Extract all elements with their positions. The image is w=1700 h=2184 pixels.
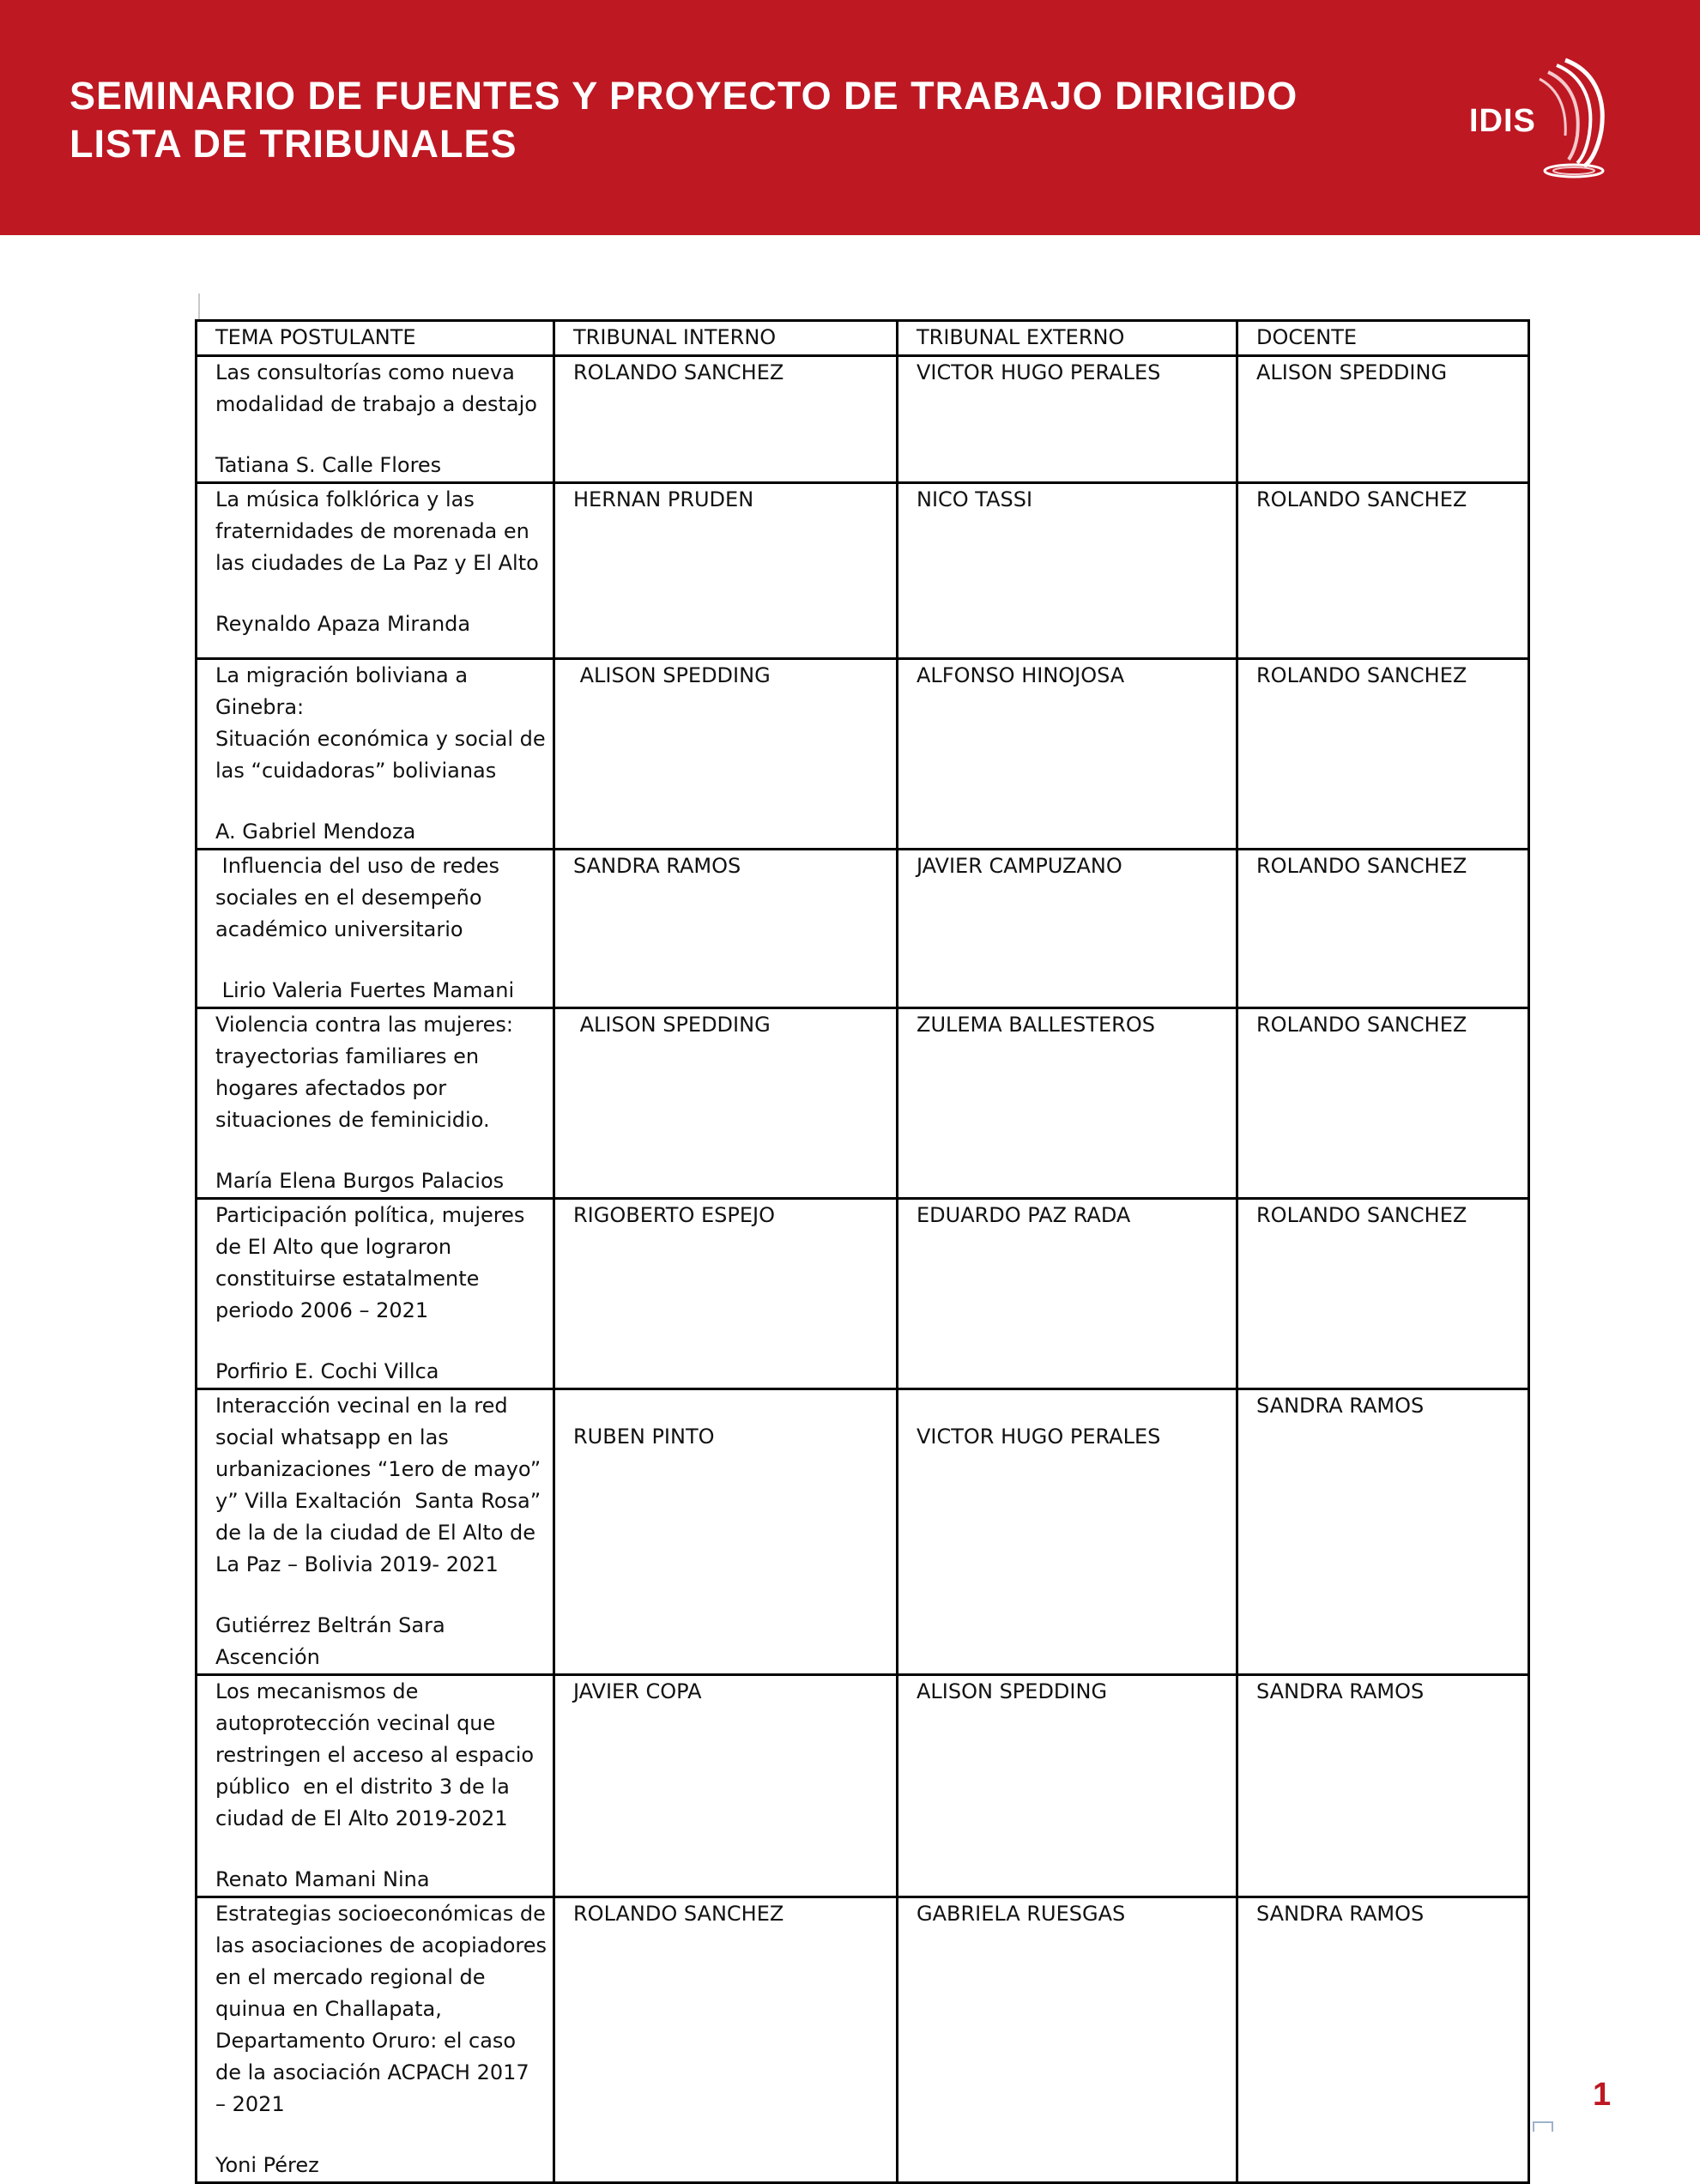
tema-line: Influencia del uso de redes bbox=[215, 854, 499, 878]
docente-cell bbox=[1237, 659, 1529, 850]
tribunales-table bbox=[195, 319, 1530, 2184]
table-row bbox=[197, 1008, 1529, 1199]
header-tribunal-interno: TRIBUNAL INTERNO bbox=[554, 321, 898, 356]
tema-line: de la de la ciudad de El Alto de bbox=[215, 1521, 536, 1545]
tema-line: social whatsapp en las bbox=[215, 1425, 449, 1449]
tema-line: Estrategias socioeconómicas de bbox=[215, 1902, 546, 1926]
docente-cell bbox=[1237, 356, 1529, 483]
logo-text: IDIS bbox=[1469, 103, 1536, 139]
tema-cell bbox=[197, 659, 554, 850]
tema-line: ciudad de El Alto 2019-2021 bbox=[215, 1806, 508, 1830]
tema-line: modalidad de trabajo a destajo bbox=[215, 392, 537, 416]
tema-line: las asociaciones de acopiadores bbox=[215, 1933, 547, 1957]
docente: ROLANDO SANCHEZ bbox=[1256, 1203, 1467, 1227]
docente: SANDRA RAMOS bbox=[1256, 1394, 1425, 1418]
tribunal-externo-cell bbox=[898, 1008, 1237, 1199]
tribunal-interno: ROLANDO SANCHEZ bbox=[573, 1902, 784, 1926]
tema-line: Violencia contra las mujeres: bbox=[215, 1013, 514, 1037]
tribunal-externo: EDUARDO PAZ RADA bbox=[917, 1203, 1131, 1227]
tribunal-interno: ALISON SPEDDING bbox=[573, 663, 771, 687]
tribunal-externo-cell bbox=[898, 1389, 1237, 1675]
docente-cell bbox=[1237, 1008, 1529, 1199]
tribunal-externo-cell bbox=[898, 1897, 1237, 2183]
tribunal-interno: RIGOBERTO ESPEJO bbox=[573, 1203, 775, 1227]
docente-cell bbox=[1237, 1199, 1529, 1389]
tema-line: trayectorias familiares en bbox=[215, 1044, 480, 1068]
text-cursor-mark bbox=[198, 293, 200, 319]
postulante-name: Lirio Valeria Fuertes Mamani bbox=[215, 978, 515, 1002]
tribunal-interno: RUBEN PINTO bbox=[573, 1425, 715, 1449]
tribunal-externo-cell bbox=[898, 659, 1237, 850]
tema-line: La música folklórica y las bbox=[215, 487, 475, 511]
table-row bbox=[197, 483, 1529, 659]
tema-line: las “cuidadoras” bolivianas bbox=[215, 759, 497, 783]
table-row bbox=[197, 659, 1529, 850]
tema-line: La Paz – Bolivia 2019- 2021 bbox=[215, 1552, 499, 1576]
tema-line: Participación política, mujeres bbox=[215, 1203, 525, 1227]
tema-line: – 2021 bbox=[215, 2092, 285, 2116]
tribunal-interno: SANDRA RAMOS bbox=[573, 854, 741, 878]
tema-line: urbanizaciones “1ero de mayo” bbox=[215, 1457, 541, 1481]
table-header-row bbox=[197, 321, 1529, 356]
docente-cell bbox=[1237, 850, 1529, 1008]
table-row bbox=[197, 850, 1529, 1008]
tribunal-interno-cell bbox=[554, 659, 898, 850]
tema-line: Las consultorías como nueva bbox=[215, 360, 515, 384]
tema-line: hogares afectados por bbox=[215, 1076, 447, 1100]
tema-line: de la asociación ACPACH 2017 bbox=[215, 2060, 529, 2084]
tema-line: quinua en Challapata, bbox=[215, 1997, 442, 2021]
tema-line: y” Villa Exaltación Santa Rosa” bbox=[215, 1489, 541, 1513]
page-title bbox=[70, 72, 1298, 168]
tribunal-externo: VICTOR HUGO PERALES bbox=[917, 360, 1161, 384]
tema-cell bbox=[197, 850, 554, 1008]
postulante-name: Reynaldo Apaza Miranda bbox=[215, 612, 471, 636]
docente-cell bbox=[1237, 1675, 1529, 1897]
tema-line: de El Alto que lograron bbox=[215, 1235, 452, 1259]
tema-cell bbox=[197, 1008, 554, 1199]
tema-line: sociales en el desempeño bbox=[215, 886, 482, 910]
tema-line: las ciudades de La Paz y El Alto bbox=[215, 551, 539, 575]
tema-line: en el mercado regional de bbox=[215, 1965, 486, 1989]
title-line-2: LISTA DE TRIBUNALES bbox=[70, 122, 517, 166]
tema-cell bbox=[197, 483, 554, 659]
title-line-1: SEMINARIO DE FUENTES Y PROYECTO DE TRABAJO DIRIGIDO bbox=[70, 74, 1298, 118]
tema-cell bbox=[197, 1675, 554, 1897]
idis-logo bbox=[1464, 53, 1610, 182]
tribunal-externo-cell bbox=[898, 850, 1237, 1008]
tema-line: académico universitario bbox=[215, 917, 463, 941]
tribunal-externo: ALISON SPEDDING bbox=[917, 1679, 1108, 1703]
tribunal-interno: HERNAN PRUDEN bbox=[573, 487, 754, 511]
postulante-name: María Elena Burgos Palacios bbox=[215, 1169, 505, 1193]
postulante-name: Porfirio E. Cochi Villca bbox=[215, 1359, 439, 1383]
tema-line: situaciones de feminicidio. bbox=[215, 1108, 490, 1132]
tribunal-interno: ALISON SPEDDING bbox=[573, 1013, 771, 1037]
docente: ROLANDO SANCHEZ bbox=[1256, 487, 1467, 511]
tema-cell bbox=[197, 356, 554, 483]
tema-line: público en el distrito 3 de la bbox=[215, 1775, 510, 1799]
tribunal-externo: ZULEMA BALLESTEROS bbox=[917, 1013, 1155, 1037]
corner-handle-icon bbox=[1533, 2121, 1553, 2132]
tribunal-interno-cell bbox=[554, 1675, 898, 1897]
postulante-name: A. Gabriel Mendoza bbox=[215, 820, 416, 844]
table-row bbox=[197, 1675, 1529, 1897]
tribunal-interno-cell bbox=[554, 356, 898, 483]
tribunal-interno-cell bbox=[554, 483, 898, 659]
header-docente: DOCENTE bbox=[1237, 321, 1529, 356]
tema-cell bbox=[197, 1389, 554, 1675]
page-number: 1 bbox=[1593, 2077, 1612, 2113]
tema-line: Los mecanismos de bbox=[215, 1679, 419, 1703]
tribunal-externo: JAVIER CAMPUZANO bbox=[917, 854, 1122, 878]
tema-line: autoprotección vecinal que bbox=[215, 1711, 496, 1735]
table-row bbox=[197, 1897, 1529, 2183]
docente-cell bbox=[1237, 1389, 1529, 1675]
postulante-name: Renato Mamani Nina bbox=[215, 1867, 430, 1891]
tema-line: Departamento Oruro: el caso bbox=[215, 2029, 517, 2053]
tema-line: Interacción vecinal en la red bbox=[215, 1394, 508, 1418]
tema-line: periodo 2006 – 2021 bbox=[215, 1298, 429, 1322]
postulante-name: Yoni Pérez bbox=[215, 2153, 319, 2177]
tribunal-interno-cell bbox=[554, 1897, 898, 2183]
tribunal-interno-cell bbox=[554, 850, 898, 1008]
docente: SANDRA RAMOS bbox=[1256, 1679, 1425, 1703]
tribunal-externo-cell bbox=[898, 483, 1237, 659]
table-row bbox=[197, 356, 1529, 483]
postulante-name: Ascención bbox=[215, 1645, 320, 1669]
docente: ROLANDO SANCHEZ bbox=[1256, 1013, 1467, 1037]
tema-cell bbox=[197, 1897, 554, 2183]
tribunal-externo-cell bbox=[898, 1675, 1237, 1897]
table-row bbox=[197, 1389, 1529, 1675]
tribunal-externo: NICO TASSI bbox=[917, 487, 1033, 511]
header-banner bbox=[0, 0, 1700, 235]
tema-cell bbox=[197, 1199, 554, 1389]
tema-line: Situación económica y social de bbox=[215, 727, 546, 751]
tribunal-externo: VICTOR HUGO PERALES bbox=[917, 1425, 1161, 1449]
tema-line: restringen el acceso al espacio bbox=[215, 1743, 535, 1767]
tribunal-interno-cell bbox=[554, 1008, 898, 1199]
docente: SANDRA RAMOS bbox=[1256, 1902, 1425, 1926]
tribunal-interno: JAVIER COPA bbox=[573, 1679, 702, 1703]
postulante-name: Tatiana S. Calle Flores bbox=[215, 453, 442, 477]
postulante-name: Gutiérrez Beltrán Sara bbox=[215, 1613, 445, 1637]
tribunal-externo: GABRIELA RUESGAS bbox=[917, 1902, 1126, 1926]
table-row bbox=[197, 1199, 1529, 1389]
tribunal-interno-cell bbox=[554, 1389, 898, 1675]
tribunal-interno: ROLANDO SANCHEZ bbox=[573, 360, 784, 384]
docente-cell bbox=[1237, 1897, 1529, 2183]
tema-line: Ginebra: bbox=[215, 695, 305, 719]
tema-line: La migración boliviana a bbox=[215, 663, 469, 687]
docente: ROLANDO SANCHEZ bbox=[1256, 663, 1467, 687]
docente-cell bbox=[1237, 483, 1529, 659]
header-tribunal-externo: TRIBUNAL EXTERNO bbox=[898, 321, 1237, 356]
tribunal-externo: ALFONSO HINOJOSA bbox=[917, 663, 1125, 687]
tribunal-externo-cell bbox=[898, 356, 1237, 483]
tribunal-externo-cell bbox=[898, 1199, 1237, 1389]
tribunal-interno-cell bbox=[554, 1199, 898, 1389]
docente: ALISON SPEDDING bbox=[1256, 360, 1448, 384]
tema-line: constituirse estatalmente bbox=[215, 1267, 480, 1291]
header-tema-postulante: TEMA POSTULANTE bbox=[197, 321, 554, 356]
tema-line: fraternidades de morenada en bbox=[215, 519, 529, 543]
docente: ROLANDO SANCHEZ bbox=[1256, 854, 1467, 878]
